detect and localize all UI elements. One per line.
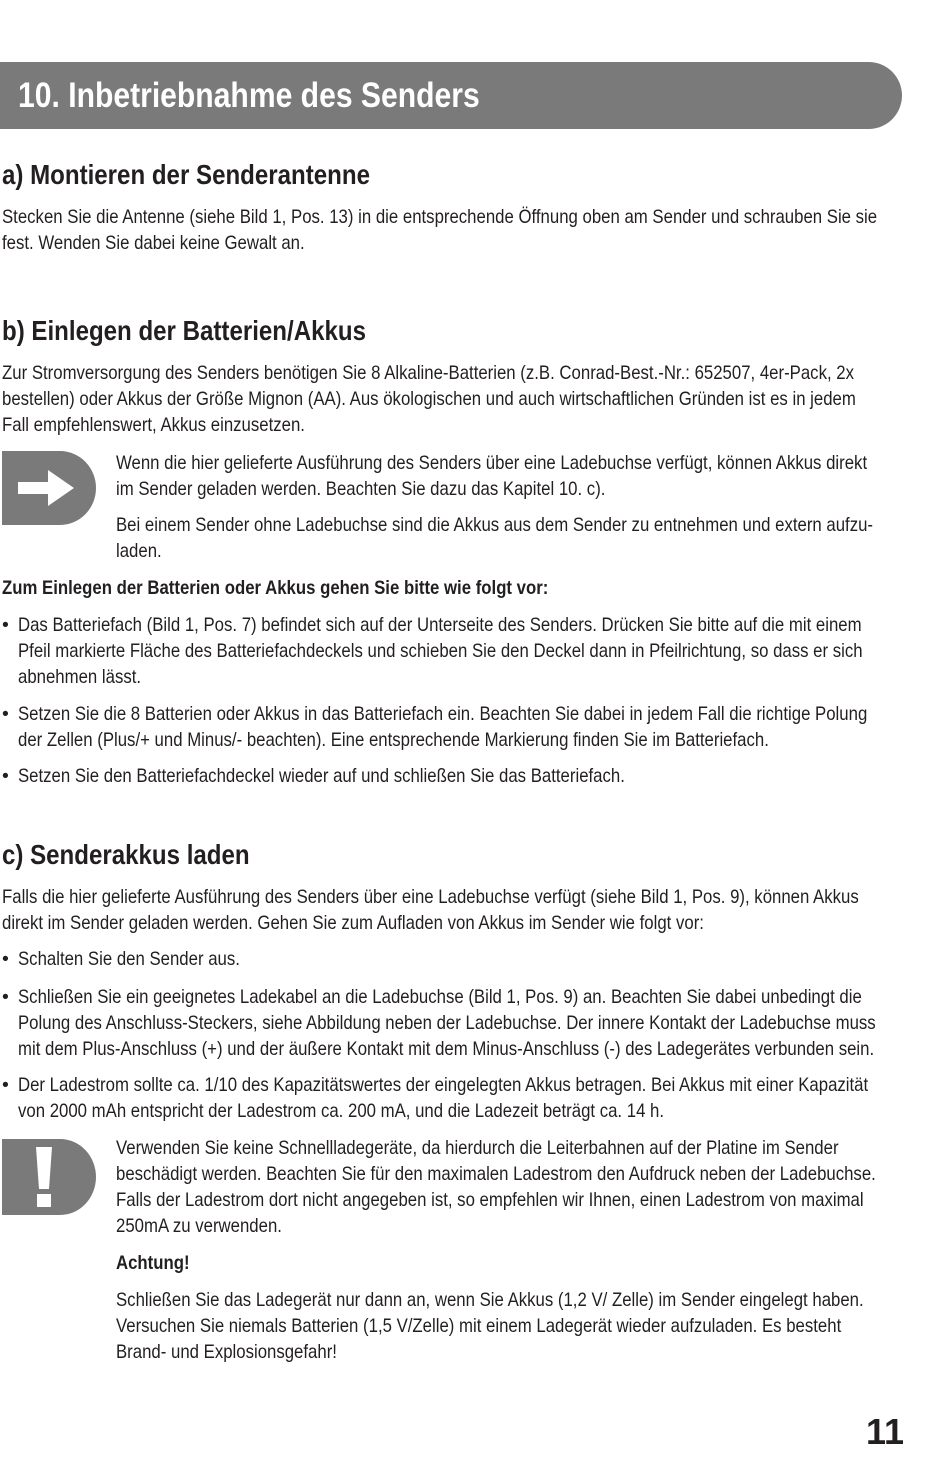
note-charging-socket: Wenn die hier gelieferte Ausführung des Senders über eine Ladebuchse verfügt, können Akkus direkt im Sender geladen werden. Beachten Sie dazu das Kapitel 10. c).	[116, 452, 868, 500]
chapter-title: 10. Inbetriebnahme des Senders	[18, 76, 480, 115]
section-b-text: Zur Stromversorgung des Senders benötigen Sie 8 Alkaline-Batterien (z.B. Conrad-Best.-Nr.: 652507, 4er-Pack, 2x bestellen) oder Akkus der Größe Mignon (AA). Aus ökologischen und auch wirtschaftlichen Gründen ist es in jedem Fall empfehlenswert, Akkus einzusetzen.	[2, 362, 856, 436]
section-c-heading: c) Senderakkus laden	[2, 839, 250, 870]
section-a-heading: a) Montieren der Senderantenne	[2, 159, 370, 190]
warning-title: Achtung!	[116, 1252, 190, 1274]
warning-fast-charger: Verwenden Sie keine Schnellladegeräte, da hierdurch die Leiterbahnen auf der Platine im Sender beschädigt werden. Beachten Sie für den maximalen Ladestrom den Aufdruck neben der Ladebuchse. Falls der Ladestrom dort nicht angegeben ist, so empfehlen wir Ihnen, einen Ladestrom von maximal 250mA zu verwenden.	[116, 1137, 876, 1237]
exclamation-icon	[2, 1139, 96, 1220]
warning-explosion: Schließen Sie das Ladegerät nur dann an, wenn Sie Akkus (1,2 V/ Zelle) im Sender eingelegt haben. Versuchen Sie niemals Batterien (1,5 V/Zelle) mit einem Ladegerät wieder aufzuladen. Es besteht Brand- und Explosionsgefahr!	[116, 1289, 864, 1363]
section-c-text: Falls die hier gelieferte Ausführung des Senders über eine Ladebuchse verfügt (siehe Bild 1, Pos. 9), können Akkus direkt im Sender geladen werden. Gehen Sie zum Aufladen von Akkus im Sender wie folgt vor:	[2, 886, 859, 934]
section-a-text: Stecken Sie die Antenne (siehe Bild 1, Pos. 13) in die entsprechende Öffnung oben am Sender und schrauben Sie sie fest. Wenden Sie dabei keine Gewalt an.	[2, 206, 878, 254]
page-number: 11	[865, 1411, 904, 1452]
arrow-right-icon	[2, 451, 96, 530]
chapter-banner	[0, 62, 902, 129]
instruction-heading: Zum Einlegen der Batterien oder Akkus gehen Sie bitte wie folgt vor:	[2, 577, 549, 599]
note-no-socket: Bei einem Sender ohne Ladebuchse sind die Akkus aus dem Sender zu entnehmen und extern aufzu- laden.	[116, 514, 874, 562]
section-b-heading: b) Einlegen der Batterien/Akkus	[2, 315, 366, 346]
